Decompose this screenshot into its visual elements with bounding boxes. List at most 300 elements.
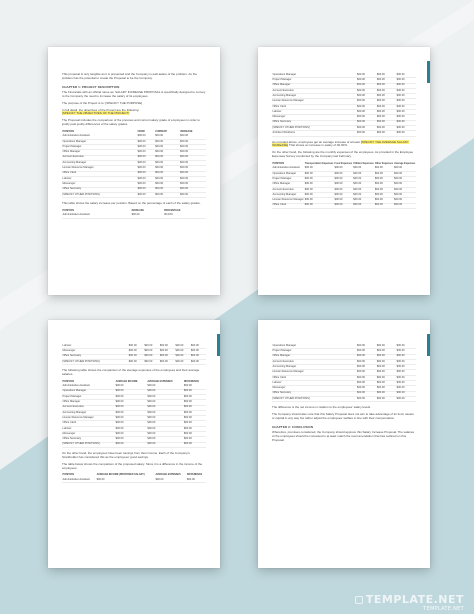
table-cell: $00.00: [376, 381, 396, 386]
table-cell: Administrative Assistant: [62, 135, 137, 140]
table-cell: $00.00: [376, 396, 396, 401]
table-cell: $00.00: [137, 161, 155, 166]
table-cell: $00.00: [144, 359, 160, 364]
table-cell: $00.00: [396, 370, 416, 375]
table-cell: $00.00: [183, 410, 206, 415]
table-cell: $00.00: [396, 131, 416, 136]
table-cell: $00.00: [357, 386, 377, 391]
table-cell: $00.00: [190, 354, 206, 359]
table-cell: $00.00: [137, 145, 155, 150]
table-cell: $00.00: [357, 365, 377, 370]
table-cell: $00.00: [334, 198, 353, 203]
table-cell: Accounting Manager: [272, 365, 357, 370]
table-cell: $00.00: [357, 104, 377, 109]
table-cell: $00.00: [180, 171, 206, 176]
table-cell: $00.00: [155, 155, 180, 160]
table-cell: $00.00: [374, 203, 393, 208]
page-accent-tab: [427, 334, 430, 356]
table-cell: $00.00: [159, 359, 175, 364]
table-cell: Office Secretary: [62, 187, 137, 192]
table-cell: $00.00: [353, 182, 375, 187]
table-cell: $00.00: [180, 166, 206, 171]
table-cell: 00.00%: [164, 213, 206, 218]
table-cell: Office Clerk: [272, 203, 304, 208]
table-cell: $00.00: [394, 187, 416, 192]
table-cell: Office Manager: [272, 182, 304, 187]
paragraph: The Proposal includes the comparison of the previous and current salary grade of employees in order to justify past justify differences of the salary grades.: [62, 118, 200, 127]
table-cell: $00.00: [115, 389, 147, 394]
table-cell: Laborer: [62, 344, 128, 349]
table-cell: Messenger: [272, 386, 357, 391]
table-cell: $00.00: [376, 78, 396, 83]
table-cell: $00.00: [396, 396, 416, 401]
paragraph: The table below shows the comparison of the proposed salary. Since it is a difference in the income of the employees.: [62, 461, 203, 470]
table-cell: $00.00: [376, 83, 396, 88]
table-cell: $00.00: [304, 187, 334, 192]
table-cell: Office Clerk: [272, 375, 357, 380]
table-cell: Messenger: [62, 349, 128, 354]
table-cell: $00.00: [175, 354, 191, 359]
table-cell: $00.00: [396, 365, 416, 370]
table-cell: $00.00: [155, 176, 180, 181]
table-row: [272, 131, 416, 136]
paragraph: The difference is the net income in relation to the employees' salary levels.: [272, 405, 371, 410]
table-cell: Human Resource Manager: [272, 198, 304, 203]
table-cell: $00.00: [159, 344, 175, 349]
table-cell: Office Clerk: [62, 171, 137, 176]
table-cell: $00.00: [131, 213, 164, 218]
table-row: [62, 478, 206, 483]
table-cell: $00.00: [175, 344, 191, 349]
income-expense-table: [62, 380, 206, 448]
table-cell: $00.00: [394, 171, 416, 176]
table-cell: $00.00: [357, 354, 377, 359]
table-cell: $00.00: [155, 145, 180, 150]
table-cell: $00.00: [183, 384, 206, 389]
table-cell: $00.00: [180, 187, 206, 192]
table-cell: $00.00: [357, 344, 377, 349]
table-cell: $00.00: [353, 167, 375, 172]
table-cell: $00.00: [396, 359, 416, 364]
table-cell: $00.00: [190, 359, 206, 364]
paragraph: As provided above, employees get an average increase of at least [SPECIFY THE AVERAGE SALARY INCREASE] That shows an increase in salary of 00.00%.: [272, 139, 409, 148]
table-cell: Operations Manager: [62, 139, 137, 144]
table-cell: $00.00: [147, 442, 183, 447]
table-cell: $00.00: [376, 115, 396, 120]
table-cell: $00.00: [304, 171, 334, 176]
table-cell: $00.00: [376, 104, 396, 109]
table-cell: $00.00: [357, 110, 377, 115]
table-cell: $00.00: [374, 193, 393, 198]
table-cell: Office Secretary: [62, 354, 128, 359]
salary-table: [62, 130, 206, 198]
table-cell: $00.00: [304, 203, 334, 208]
table-cell: Office Secretary: [62, 437, 115, 442]
table-cell: Human Resource Manager: [62, 416, 115, 421]
table-cell: Administrative Assistant: [62, 384, 115, 389]
table-cell: $00.00: [155, 150, 180, 155]
table-cell: $00.00: [115, 442, 147, 447]
table-cell: $00.00: [304, 177, 334, 182]
page-accent-tab: [217, 334, 220, 356]
table-cell: Operations Manager: [272, 171, 304, 176]
table-cell: Accounting Manager: [62, 161, 137, 166]
table-cell: $00.00: [147, 400, 183, 405]
table-cell: $00.00: [147, 410, 183, 415]
table-cell: Account Executive: [272, 187, 304, 192]
table-cell: Administrative Assistant: [62, 478, 96, 483]
table-cell: $00.00: [376, 375, 396, 380]
table-cell: Human Resource Manager: [62, 166, 137, 171]
table-header-cell: DIFFERENCE: [186, 473, 203, 477]
table-cell: Messenger: [272, 115, 357, 120]
table-cell: $00.00: [180, 176, 206, 181]
table-cell: $00.00: [396, 386, 416, 391]
table-cell: $00.00: [376, 88, 396, 93]
template-logo-icon: [355, 596, 363, 604]
table-cell: $00.00: [396, 381, 416, 386]
table-cell: Project Manager: [272, 349, 357, 354]
table-cell: $00.00: [357, 99, 377, 104]
table-cell: $00.00: [353, 171, 375, 176]
table-cell: $00.00: [147, 421, 183, 426]
table-cell: $00.00: [376, 131, 396, 136]
table-cell: $00.00: [183, 432, 206, 437]
paragraph: Wherefore, premises considered, the Company should approve this Salary Increase Proposal. The salaries of the employees should be increased to at least match the recommendation that has outlined on this Proposal.: [272, 429, 415, 442]
table-cell: $00.00: [396, 375, 416, 380]
table-header-cell: AVERAGE INCOME: [115, 379, 138, 383]
table-cell: Office Manager: [62, 150, 137, 155]
table-cell: Project Manager: [272, 177, 304, 182]
table-cell: $00.00: [374, 182, 393, 187]
page-accent-tab: [427, 61, 430, 83]
table-cell: Human Resource Manager: [272, 370, 357, 375]
table-cell: $00.00: [304, 167, 334, 172]
table-cell: $00.00: [304, 182, 334, 187]
paragraph: The purpose of the Project is to: [SPECIFY THE PURPOSE]: [62, 100, 143, 105]
table-cell: $00.00: [334, 167, 353, 172]
table-cell: Administrative Assistant: [272, 167, 304, 172]
table-cell: [SPECIFY OTHER POSITIONS]: [62, 192, 137, 197]
table-header-cell: POSITION: [62, 473, 74, 477]
table-header-cell: DIFFERENCE: [183, 379, 200, 383]
table-cell: $00.00: [147, 389, 183, 394]
table-cell: $00.00: [357, 115, 377, 120]
table-cell: $00.00: [115, 416, 147, 421]
table-cell: $00.00: [128, 344, 144, 349]
table-header-cell: AVERAGE EXPENSES: [147, 379, 173, 383]
table-cell: $00.00: [396, 88, 416, 93]
table-header-cell: Utilities Expenses: [353, 161, 374, 165]
paragraph: On the other hand, the employees have been savings from their income. Each of the Company's Stockholder has considered this as the employees' good savings.: [62, 450, 190, 459]
table-cell: $00.00: [115, 400, 147, 405]
table-cell: Accounting Manager: [272, 193, 304, 198]
table-cell: Project Manager: [272, 78, 357, 83]
watermark-logo: TEMPLATE.NET: [355, 593, 464, 606]
table-cell: $00.00: [376, 73, 396, 78]
table-cell: $00.00: [159, 354, 175, 359]
table-cell: $00.00: [128, 359, 144, 364]
table-cell: $00.00: [155, 166, 180, 171]
table-cell: $00.00: [180, 192, 206, 197]
salary-table-continued: [272, 73, 416, 137]
table-cell: $00.00: [376, 94, 396, 99]
table-cell: $00.00: [155, 135, 180, 140]
table-cell: $00.00: [376, 365, 396, 370]
table-cell: $00.00: [180, 145, 206, 150]
table-row: [62, 359, 206, 364]
section-heading: CHAPTER 1: PROJECT DESCRIPTION: [62, 84, 120, 89]
table-cell: $00.00: [396, 391, 416, 396]
table-cell: $00.00: [334, 187, 353, 192]
table-header-cell: Average Expenses: [394, 161, 416, 165]
table-cell: $00.00: [357, 94, 377, 99]
table-row: [272, 203, 416, 208]
table-cell: $00.00: [374, 167, 393, 172]
table-cell: $00.00: [334, 203, 353, 208]
table-row: [62, 213, 206, 218]
table-cell: $00.00: [137, 187, 155, 192]
table-cell: $00.00: [115, 384, 147, 389]
table-cell: $00.00: [357, 381, 377, 386]
table-header-cell: AVERAGE INCOME (PROPOSED SALARY): [96, 473, 145, 477]
table-cell: $00.00: [186, 478, 206, 483]
table-cell: [SPECIFY OTHER POSITIONS]: [62, 359, 128, 364]
paragraph: In full detail, the objectives of the Project are the following: [SPECIFY THE OBJECTIVES OF THE PROJECT]: [62, 107, 140, 116]
document-page-1: [48, 47, 220, 295]
table-cell: $00.00: [137, 182, 155, 187]
table-cell: $00.00: [137, 150, 155, 155]
table-cell: $00.00: [115, 410, 147, 415]
table-cell: Architect Workforce: [272, 131, 357, 136]
table-cell: $00.00: [115, 394, 147, 399]
table-cell: $00.00: [396, 73, 416, 78]
table-cell: $00.00: [396, 83, 416, 88]
table-cell: $00.00: [137, 166, 155, 171]
table-cell: $00.00: [376, 125, 396, 130]
table-cell: $00.00: [376, 354, 396, 359]
table-cell: $00.00: [376, 99, 396, 104]
table-cell: $00.00: [183, 389, 206, 394]
table-cell: $00.00: [394, 177, 416, 182]
table-cell: [SPECIFY OTHER POSITIONS]: [272, 125, 357, 130]
table-cell: $00.00: [394, 203, 416, 208]
table-cell: Accounting Manager: [62, 410, 115, 415]
table-cell: Operations Manager: [272, 344, 357, 349]
increase-table: [62, 209, 206, 219]
table-cell: $00.00: [396, 78, 416, 83]
table-cell: Operations Manager: [272, 73, 357, 78]
table-cell: $00.00: [144, 344, 160, 349]
table-cell: $00.00: [96, 478, 155, 483]
table-cell: Office Manager: [272, 83, 357, 88]
table-cell: $00.00: [396, 120, 416, 125]
table-cell: [SPECIFY OTHER POSITIONS]: [62, 442, 115, 447]
table-cell: $00.00: [396, 354, 416, 359]
table-cell: $00.00: [190, 344, 206, 349]
table-cell: Account Executive: [62, 155, 137, 160]
table-cell: $00.00: [190, 349, 206, 354]
table-cell: $00.00: [147, 394, 183, 399]
highlighted-placeholder: [SPECIFY THE OBJECTIVES OF THE PROJECT]: [62, 111, 130, 116]
table-cell: $00.00: [304, 198, 334, 203]
table-cell: $00.00: [115, 421, 147, 426]
table-cell: $00.00: [353, 203, 375, 208]
table-cell: $00.00: [155, 478, 186, 483]
table-cell: $00.00: [357, 396, 377, 401]
table-cell: Office Secretary: [272, 120, 357, 125]
table-cell: $00.00: [353, 198, 375, 203]
table-cell: $00.00: [394, 193, 416, 198]
table-cell: Laborer: [62, 176, 137, 181]
table-cell: $00.00: [183, 405, 206, 410]
table-cell: $00.00: [357, 83, 377, 88]
table-header-cell: POSITION: [62, 129, 74, 133]
table-cell: Office Manager: [62, 400, 115, 405]
table-cell: $00.00: [376, 344, 396, 349]
table-cell: $00.00: [180, 135, 206, 140]
proposed-salary-table: [62, 474, 206, 484]
table-cell: $00.00: [353, 177, 375, 182]
table-cell: $00.00: [180, 150, 206, 155]
table-cell: $00.00: [115, 426, 147, 431]
table-cell: $00.00: [396, 349, 416, 354]
table-cell: $00.00: [137, 176, 155, 181]
table-header-cell: POSITION: [272, 161, 284, 165]
table-cell: $00.00: [376, 391, 396, 396]
table-cell: Office Secretary: [272, 391, 357, 396]
table-cell: $00.00: [155, 187, 180, 192]
table-row: [62, 442, 206, 447]
table-cell: Office Clerk: [62, 421, 115, 426]
table-cell: $00.00: [155, 171, 180, 176]
table-cell: Messenger: [62, 432, 115, 437]
table-cell: $00.00: [396, 125, 416, 130]
table-header-cell: POSITION: [62, 208, 74, 212]
table-cell: $00.00: [357, 88, 377, 93]
table-cell: $00.00: [396, 115, 416, 120]
table-cell: Laborer: [272, 381, 357, 386]
table-header-cell: PERCENTAGE: [164, 208, 181, 212]
table-cell: Account Executive: [62, 405, 115, 410]
table-cell: $00.00: [394, 198, 416, 203]
table-cell: $00.00: [396, 99, 416, 104]
table-cell: $00.00: [137, 139, 155, 144]
table-cell: $00.00: [376, 120, 396, 125]
table-cell: Laborer: [272, 110, 357, 115]
table-header-cell: FROM: [137, 129, 145, 133]
table-cell: Laborer: [62, 426, 115, 431]
watermark-subtext: TEMPLATE.NET: [423, 606, 464, 612]
table-cell: $00.00: [137, 135, 155, 140]
table-cell: $00.00: [374, 171, 393, 176]
table-cell: Operations Manager: [62, 389, 115, 394]
paragraph: The Financials with an official name as: SALARY INCREASE PROPOSAL is specifically designed to convey to the Company the need to increase the salary of its employees.: [62, 89, 206, 98]
table-cell: $00.00: [394, 182, 416, 187]
table-cell: $00.00: [376, 110, 396, 115]
table-cell: $00.00: [180, 182, 206, 187]
table-cell: $00.00: [374, 177, 393, 182]
table-header-cell: Food Expenses: [334, 161, 353, 165]
paragraph: This table shows the salary increase per position. Based on the percentage of each of the salary grades.: [62, 201, 201, 206]
table-cell: $00.00: [147, 384, 183, 389]
table-header-cell: CURRENT: [155, 129, 167, 133]
table-cell: $00.00: [304, 193, 334, 198]
table-cell: $00.00: [357, 375, 377, 380]
table-cell: $00.00: [180, 161, 206, 166]
table-cell: $00.00: [147, 437, 183, 442]
table-cell: $00.00: [147, 416, 183, 421]
table-cell: $00.00: [115, 437, 147, 442]
table-cell: $00.00: [376, 359, 396, 364]
table-cell: $00.00: [175, 359, 191, 364]
table-cell: $00.00: [128, 354, 144, 359]
table-cell: $00.00: [357, 131, 377, 136]
table-cell: Human Resource Manager: [272, 99, 357, 104]
expenses-table: [272, 162, 416, 209]
table-cell: Project Manager: [62, 394, 115, 399]
table-cell: Office Clerk: [272, 104, 357, 109]
document-page-3: [48, 320, 220, 568]
table-cell: $00.00: [183, 437, 206, 442]
table-cell: Office Manager: [272, 354, 357, 359]
paragraph: On the other hand, the following are the monthly expenses of the employees. As provided in the Employee Expenses Survey conducted by the Company last February.: [272, 150, 414, 159]
table-cell: Accounting Manager: [272, 94, 357, 99]
table-cell: $00.00: [376, 349, 396, 354]
highlighted-placeholder: [SPECIFY THE AVERAGE SALARY INCREASE]: [272, 139, 409, 148]
table-cell: Messenger: [62, 182, 137, 187]
table-cell: $00.00: [183, 400, 206, 405]
table-cell: $00.00: [137, 171, 155, 176]
table-cell: $00.00: [180, 139, 206, 144]
table-cell: $00.00: [334, 193, 353, 198]
table-header-cell: INCREASE: [131, 208, 144, 212]
expenses-table-continued: [62, 344, 206, 365]
document-page-4: [258, 320, 430, 568]
table-cell: $00.00: [115, 405, 147, 410]
table-cell: $00.00: [374, 198, 393, 203]
table-cell: Project Manager: [62, 145, 137, 150]
table-cell: $00.00: [357, 349, 377, 354]
table-cell: Administrative Assistant: [62, 213, 131, 218]
table-cell: $00.00: [357, 78, 377, 83]
table-header-cell: POSITION: [62, 379, 74, 383]
table-cell: $00.00: [396, 344, 416, 349]
table-cell: $00.00: [137, 192, 155, 197]
table-cell: $00.00: [144, 354, 160, 359]
table-cell: $00.00: [147, 432, 183, 437]
proposed-salary-table-continued: [272, 344, 416, 402]
table-cell: $00.00: [376, 370, 396, 375]
table-cell: $00.00: [353, 193, 375, 198]
table-cell: $00.00: [394, 167, 416, 172]
table-header-cell: Other Expenses: [374, 161, 394, 165]
table-cell: $00.00: [128, 349, 144, 354]
paragraph: The Company should also note that this Salary Proposal does not aim to take advantage of its fund, assets or capital in any way but rather adjust the employees' welfare in line with their compensation.: [272, 412, 414, 421]
table-cell: $00.00: [155, 192, 180, 197]
table-row: [62, 192, 206, 197]
table-cell: $00.00: [180, 155, 206, 160]
table-cell: $00.00: [147, 426, 183, 431]
table-cell: $00.00: [334, 171, 353, 176]
table-cell: $00.00: [183, 416, 206, 421]
table-cell: $00.00: [137, 155, 155, 160]
table-cell: $00.00: [183, 394, 206, 399]
table-cell: $00.00: [334, 177, 353, 182]
table-cell: Account Executive: [272, 359, 357, 364]
intro-paragraph: This proposal is only tangible as it is presented and the Company is well-aware of the problem. As the problem has the potential to create the Proposal to be the Company.: [62, 72, 197, 80]
table-cell: $00.00: [357, 73, 377, 78]
